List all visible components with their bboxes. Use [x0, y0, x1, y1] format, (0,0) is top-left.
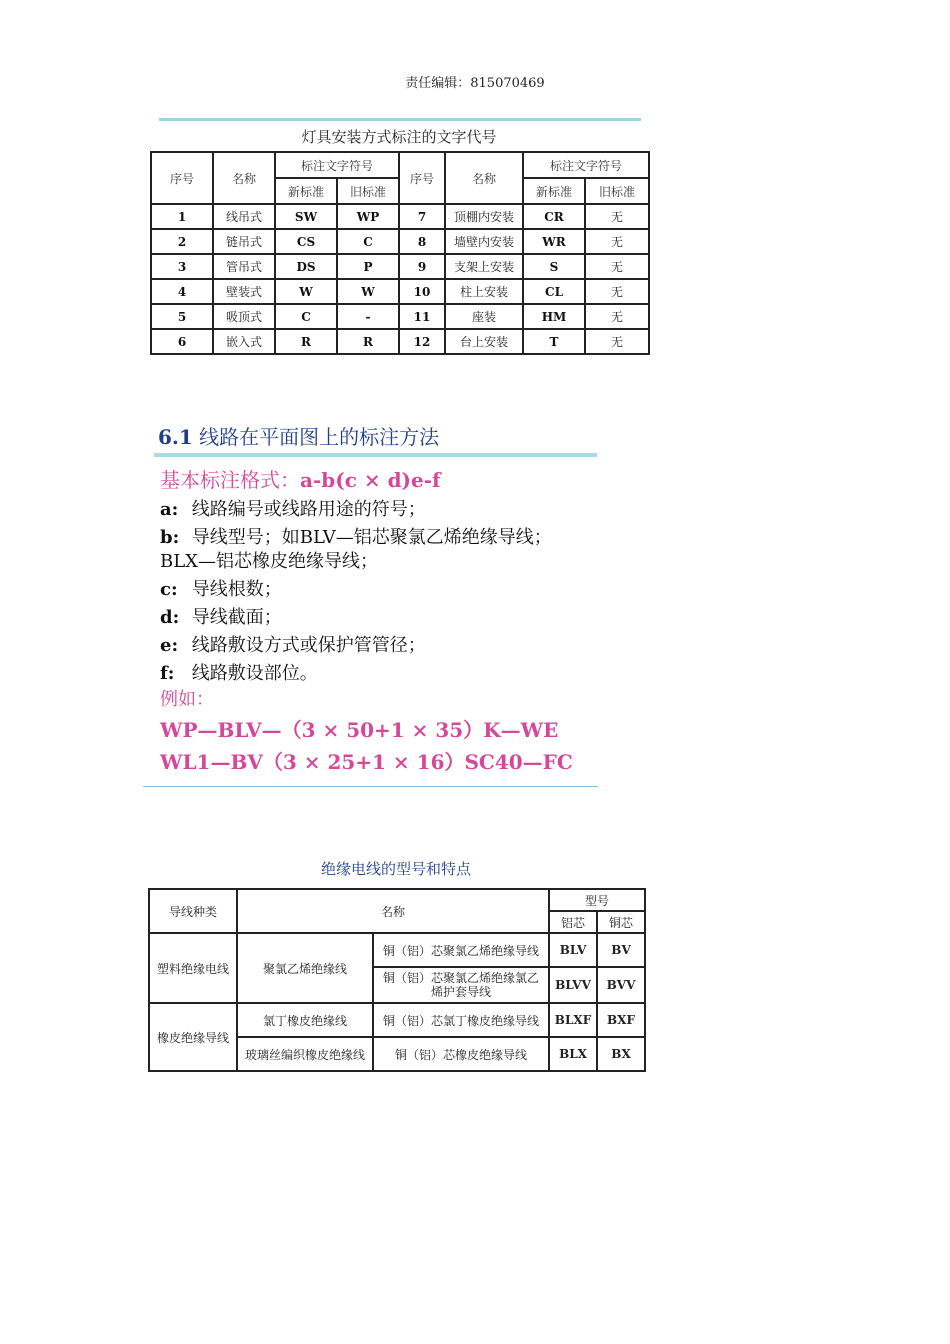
old-code-cell: W — [337, 279, 399, 304]
old-code-cell: C — [337, 229, 399, 254]
cu-code-cell: BV — [597, 933, 645, 967]
header-type: 导线种类 — [149, 889, 237, 933]
table-row — [151, 204, 649, 229]
seq-cell: 7 — [399, 204, 445, 229]
editor-line: 责任编辑：815070469 — [405, 76, 545, 91]
name-cell: 吸顶式 — [213, 304, 275, 329]
al-code-cell: BLXF — [549, 1003, 597, 1037]
name-cell: 线吊式 — [213, 204, 275, 229]
item-text: 线路敷设方式或保护管管径； — [191, 635, 426, 656]
section-heading — [158, 421, 439, 450]
section-title: 线路在平面图上的标注方法 — [199, 425, 440, 449]
list-item — [160, 523, 552, 549]
item-key: d: — [160, 607, 180, 628]
old-code-cell: 无 — [585, 229, 649, 254]
cu-code-cell: BVV — [597, 967, 645, 1003]
example-label: 例如： — [160, 689, 214, 710]
al-code-cell: BLV — [549, 933, 597, 967]
table-row — [151, 229, 649, 254]
item-key: b: — [160, 527, 180, 548]
insulated-wire-table — [148, 888, 646, 1072]
item-key: a: — [160, 499, 179, 520]
name-cell: 链吊式 — [213, 229, 275, 254]
item-text: BLX—铝芯橡皮绝缘导线； — [160, 551, 378, 572]
list-item — [160, 603, 282, 629]
name-cell: 座装 — [445, 304, 523, 329]
new-code-cell: SW — [275, 204, 337, 229]
name-cell: 壁装式 — [213, 279, 275, 304]
table-row — [151, 254, 649, 279]
name-cell: 台上安装 — [445, 329, 523, 354]
list-item — [160, 495, 426, 521]
seq-cell: 10 — [399, 279, 445, 304]
header-name: 名称 — [237, 889, 549, 933]
seq-cell: 11 — [399, 304, 445, 329]
new-code-cell: HM — [523, 304, 585, 329]
wire-type-cell: 塑料绝缘电线 — [149, 933, 237, 1003]
table-row — [149, 1003, 645, 1037]
table2-title: 绝缘电线的型号和特点 — [320, 860, 471, 878]
old-code-cell: 无 — [585, 254, 649, 279]
header-model: 型号 — [549, 889, 645, 911]
list-item — [160, 659, 318, 685]
new-code-cell: CL — [523, 279, 585, 304]
desc-cell: 铜（铝）芯氯丁橡皮绝缘导线 — [373, 1003, 549, 1037]
header-cu: 铜芯 — [597, 911, 645, 933]
header-group: 标注文字符号 — [275, 152, 399, 178]
name-cell: 支架上安装 — [445, 254, 523, 279]
old-code-cell: P — [337, 254, 399, 279]
header-group: 标注文字符号 — [523, 152, 649, 178]
item-text: 导线根数； — [191, 579, 282, 600]
format-label: 基本标注格式： — [160, 468, 300, 492]
cu-code-cell: BXF — [597, 1003, 645, 1037]
name-cell: 顶棚内安装 — [445, 204, 523, 229]
new-code-cell: CS — [275, 229, 337, 254]
new-code-cell: C — [275, 304, 337, 329]
sub-name-cell: 氯丁橡皮绝缘线 — [237, 1003, 373, 1037]
seq-cell: 9 — [399, 254, 445, 279]
old-code-cell: WP — [337, 204, 399, 229]
section-number: 6.1 — [158, 425, 193, 449]
seq-cell: 2 — [151, 229, 213, 254]
header-old-std: 旧标准 — [337, 178, 399, 204]
desc-cell: 铜（铝）芯聚氯乙烯绝缘氯乙烯护套导线 — [373, 967, 549, 1003]
sub-name-cell: 玻璃丝编织橡皮绝缘线 — [237, 1037, 373, 1071]
old-code-cell: R — [337, 329, 399, 354]
al-code-cell: BLX — [549, 1037, 597, 1071]
section-bottom-rule — [143, 786, 598, 787]
cu-code-cell: BX — [597, 1037, 645, 1071]
table-row — [151, 329, 649, 354]
old-code-cell: 无 — [585, 204, 649, 229]
table-row — [149, 933, 645, 967]
name-cell: 柱上安装 — [445, 279, 523, 304]
al-code-cell: BLVV — [549, 967, 597, 1003]
item-key: c: — [160, 579, 178, 600]
wire-type-cell: 橡皮绝缘导线 — [149, 1003, 237, 1071]
header-seq: 序号 — [151, 152, 213, 204]
example-line: WL1—BV（3 × 25+1 × 16）SC40—FC — [160, 750, 573, 774]
seq-cell: 5 — [151, 304, 213, 329]
example-line: WP—BLV—（3 × 50+1 × 35）K—WE — [160, 718, 559, 742]
item-text: 导线截面； — [191, 607, 282, 628]
header-name: 名称 — [213, 152, 275, 204]
name-cell: 墙壁内安装 — [445, 229, 523, 254]
table-row — [151, 304, 649, 329]
header-al: 铝芯 — [549, 911, 597, 933]
old-code-cell: - — [337, 304, 399, 329]
seq-cell: 4 — [151, 279, 213, 304]
format-value: a-b(c × d)e-f — [300, 468, 441, 492]
new-code-cell: CR — [523, 204, 585, 229]
name-cell: 管吊式 — [213, 254, 275, 279]
new-code-cell: DS — [275, 254, 337, 279]
old-code-cell: 无 — [585, 304, 649, 329]
header-old-std: 旧标准 — [585, 178, 649, 204]
new-code-cell: WR — [523, 229, 585, 254]
item-text: 线路敷设部位。 — [191, 663, 318, 684]
table1-title: 灯具安装方式标注的文字代号 — [301, 128, 497, 146]
old-code-cell: 无 — [585, 279, 649, 304]
header-new-std: 新标准 — [275, 178, 337, 204]
table-row — [151, 279, 649, 304]
section-rule — [154, 453, 597, 457]
table1-top-rule — [159, 118, 641, 121]
list-item — [160, 547, 378, 573]
header-new-std: 新标准 — [523, 178, 585, 204]
list-item — [160, 631, 426, 657]
seq-cell: 8 — [399, 229, 445, 254]
item-text: 线路编号或线路用途的符号； — [191, 499, 426, 520]
desc-cell: 铜（铝）芯聚氯乙烯绝缘导线 — [373, 933, 549, 967]
item-text: 导线型号；如BLV—铝芯聚氯乙烯绝缘导线； — [191, 527, 552, 548]
seq-cell: 3 — [151, 254, 213, 279]
sub-name-cell: 聚氯乙烯绝缘线 — [237, 933, 373, 1003]
name-cell: 嵌入式 — [213, 329, 275, 354]
new-code-cell: S — [523, 254, 585, 279]
lamp-installation-table — [150, 151, 650, 355]
list-item — [160, 575, 282, 601]
format-line — [160, 464, 441, 493]
seq-cell: 1 — [151, 204, 213, 229]
header-name: 名称 — [445, 152, 523, 204]
old-code-cell: 无 — [585, 329, 649, 354]
new-code-cell: R — [275, 329, 337, 354]
item-key: f: — [160, 663, 175, 684]
desc-cell: 铜（铝）芯橡皮绝缘导线 — [373, 1037, 549, 1071]
seq-cell: 6 — [151, 329, 213, 354]
new-code-cell: W — [275, 279, 337, 304]
header-seq: 序号 — [399, 152, 445, 204]
new-code-cell: T — [523, 329, 585, 354]
item-key: e: — [160, 635, 179, 656]
seq-cell: 12 — [399, 329, 445, 354]
